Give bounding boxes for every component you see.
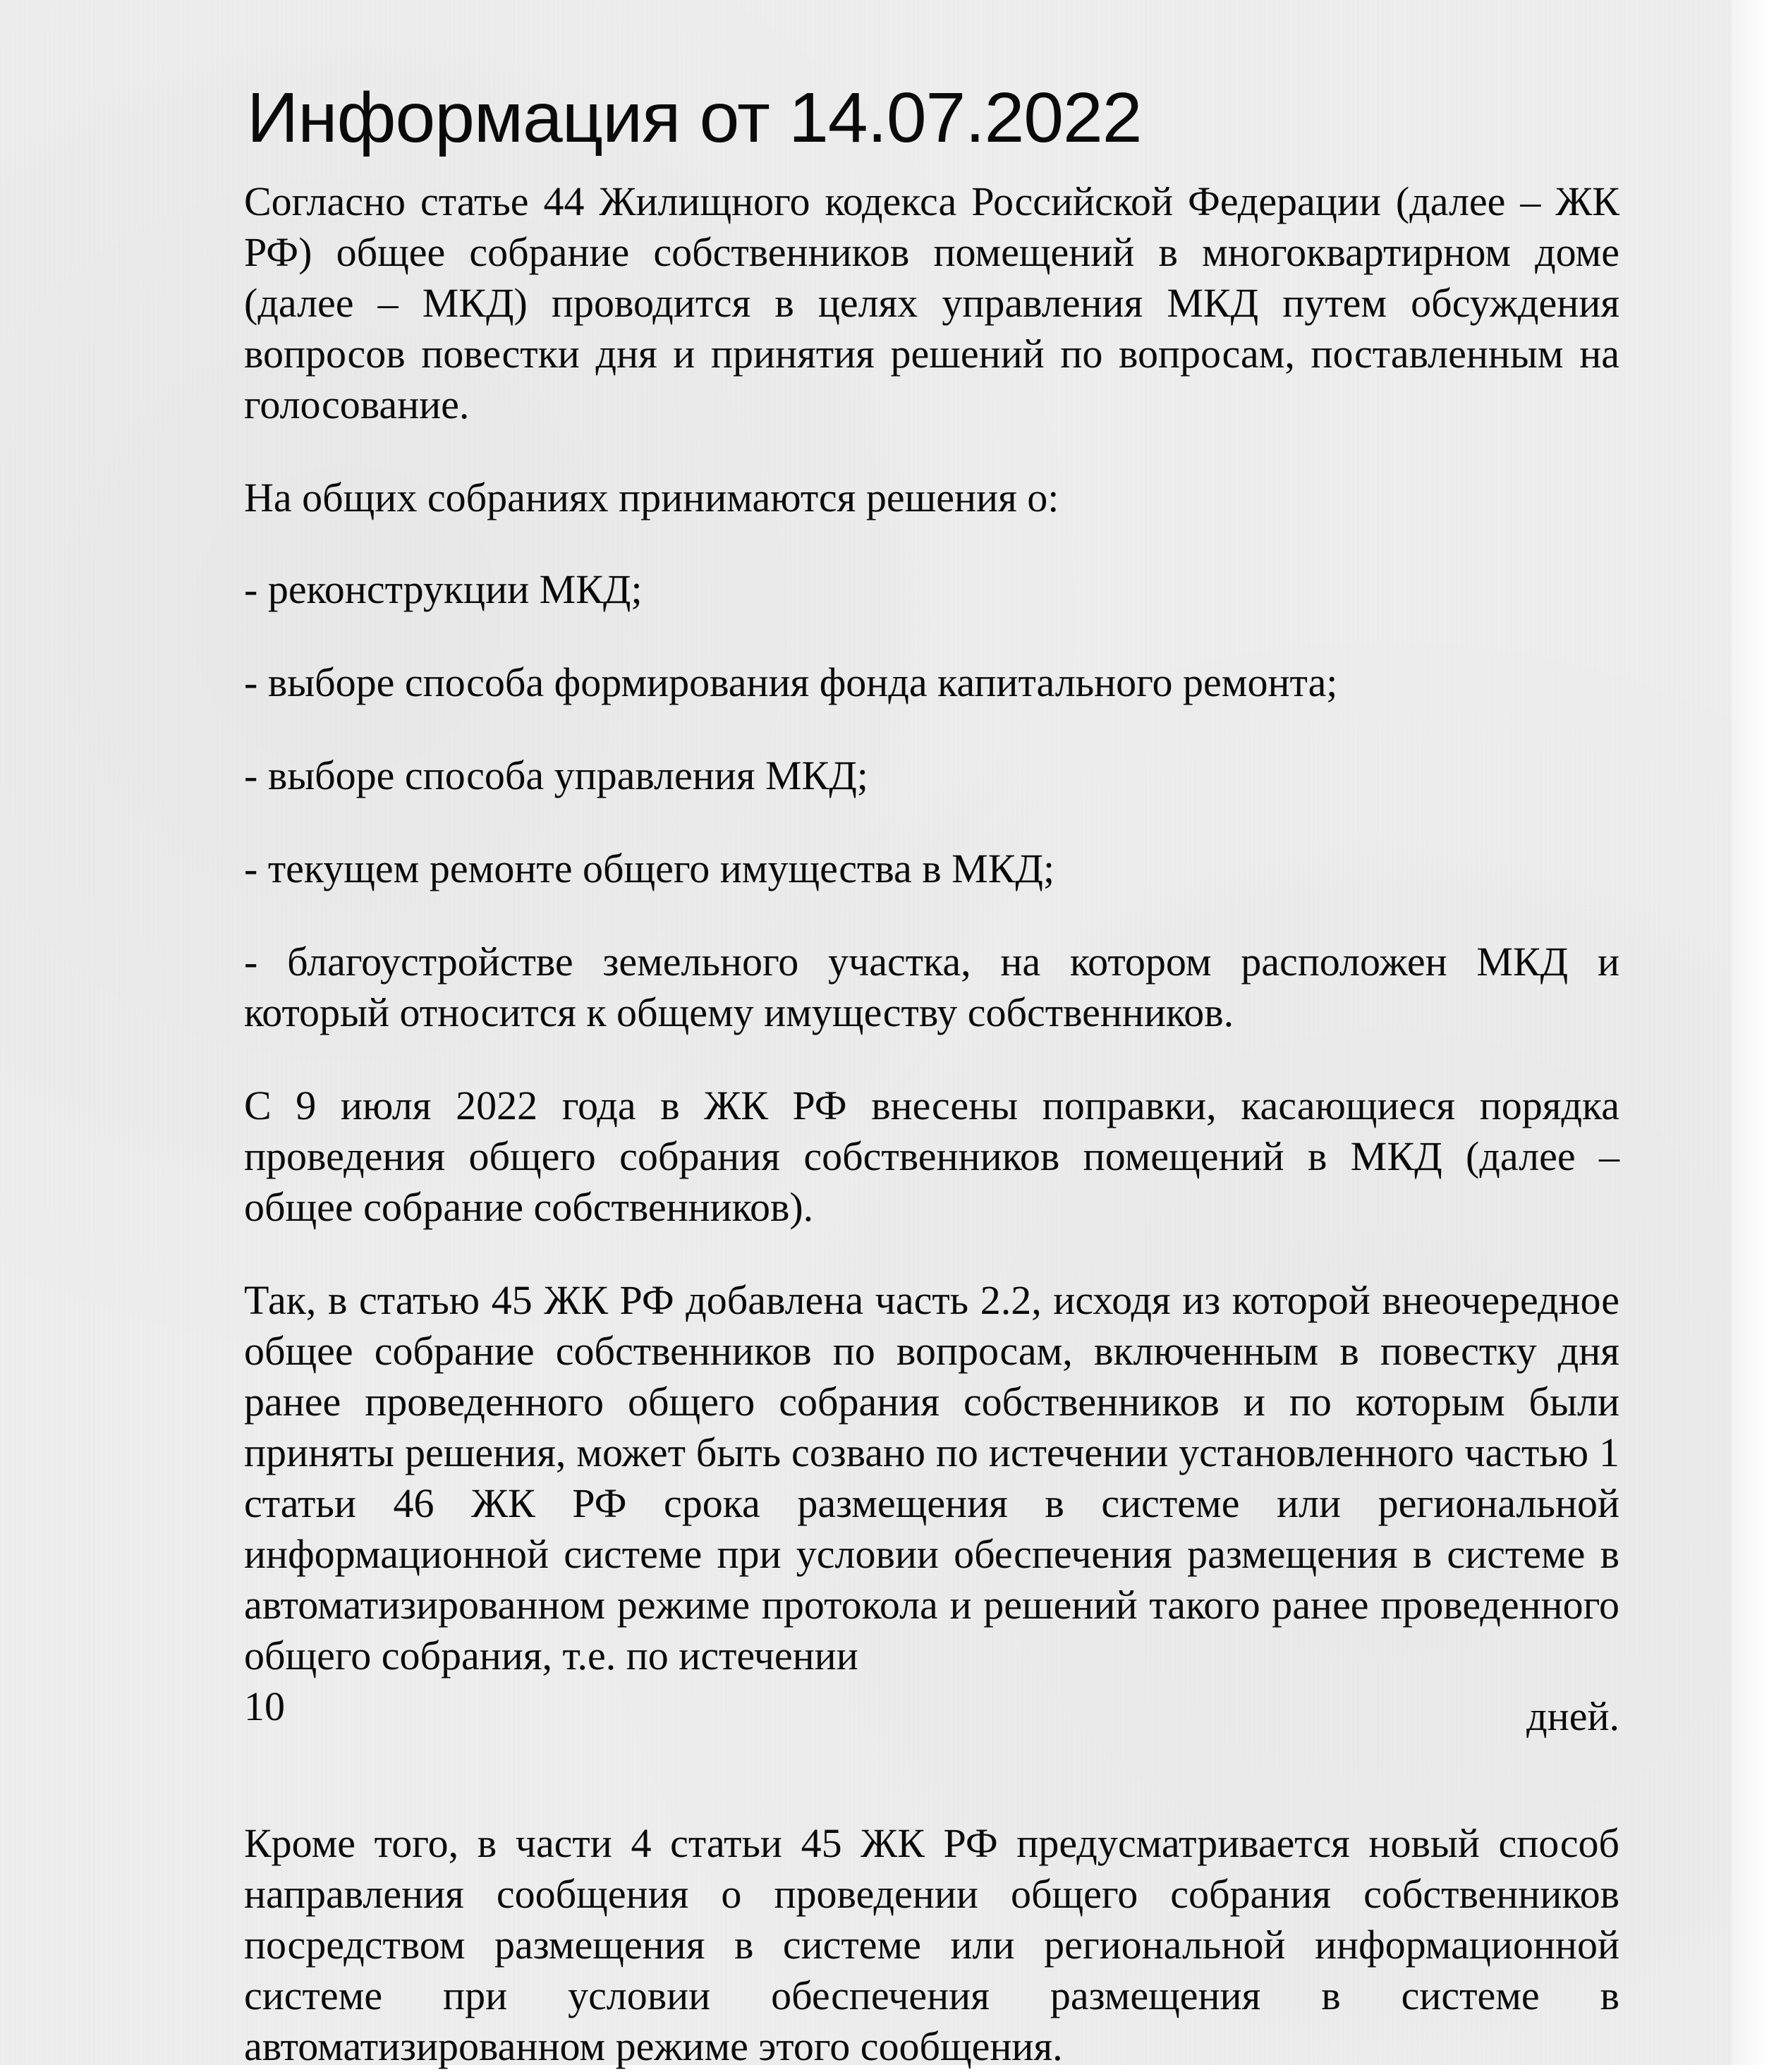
decisions-lead-paragraph: На общих собраниях принимаются решения о:	[244, 475, 1059, 520]
document-body	[244, 79, 1619, 2072]
article45-part4-paragraph: Кроме того, в части 4 статьи 45 ЖК РФ предусматривается новый способ направления сообщения о проведении общего собрания собственников посредством размещения в системе или региональной информационной системе при условии обеспечения размещения в системе в автоматизированном режиме этого сообщения.	[244, 1820, 1619, 2069]
list-item: - текущем ремонте общего имущества в МКД;	[244, 846, 1055, 891]
days-number: 10	[244, 1683, 285, 1729]
article45-part22-paragraph: Так, в статью 45 ЖК РФ добавлена часть 2.2, исходя из которой внеочередное общее собрание собственников по вопросам, включенным в повестку дня ранее проведенного общего собрания собственников и по которым были приняты решения, может быть созвано по истечении установленного частью 1 статьи 46 ЖК РФ срока размещения в системе или региональной информационной системе при условии обеспечения размещения в системе в автоматизированном режиме протокола и решений такого ранее проведенного общего собрания, т.е. по истечении	[244, 1277, 1619, 1678]
amendments-paragraph: С 9 июля 2022 года в ЖК РФ внесены поправки, касающиеся порядка проведения общего собрания собственников помещений в МКД (далее – общее собрание собственников).	[244, 1083, 1619, 1230]
list-item: - реконструкции МКД;	[244, 566, 643, 612]
days-word: дней.	[1526, 1693, 1619, 1739]
scan-page-edge	[1732, 0, 1769, 2065]
list-item: - выборе способа управления МКД;	[244, 752, 868, 798]
intro-paragraph: Согласно статье 44 Жилищного кодекса Российской Федерации (далее – ЖК РФ) общее собрание собственников помещений в многоквартирном доме (далее – МКД) проводится в целях управления МКД путем обсуждения вопросов повестки дня и принятия решений по вопросам, поставленным на голосование.	[244, 178, 1619, 427]
list-item: - благоустройстве земельного участка, на котором расположен МКД и который относится к общему имуществу собственников.	[244, 939, 1619, 1035]
days-row	[244, 1681, 1619, 1739]
document-title: Информация от 14.07.2022	[247, 78, 1142, 157]
decisions-list	[244, 564, 1619, 1038]
list-item: - выборе способа формирования фонда капитального ремонта;	[244, 659, 1338, 705]
